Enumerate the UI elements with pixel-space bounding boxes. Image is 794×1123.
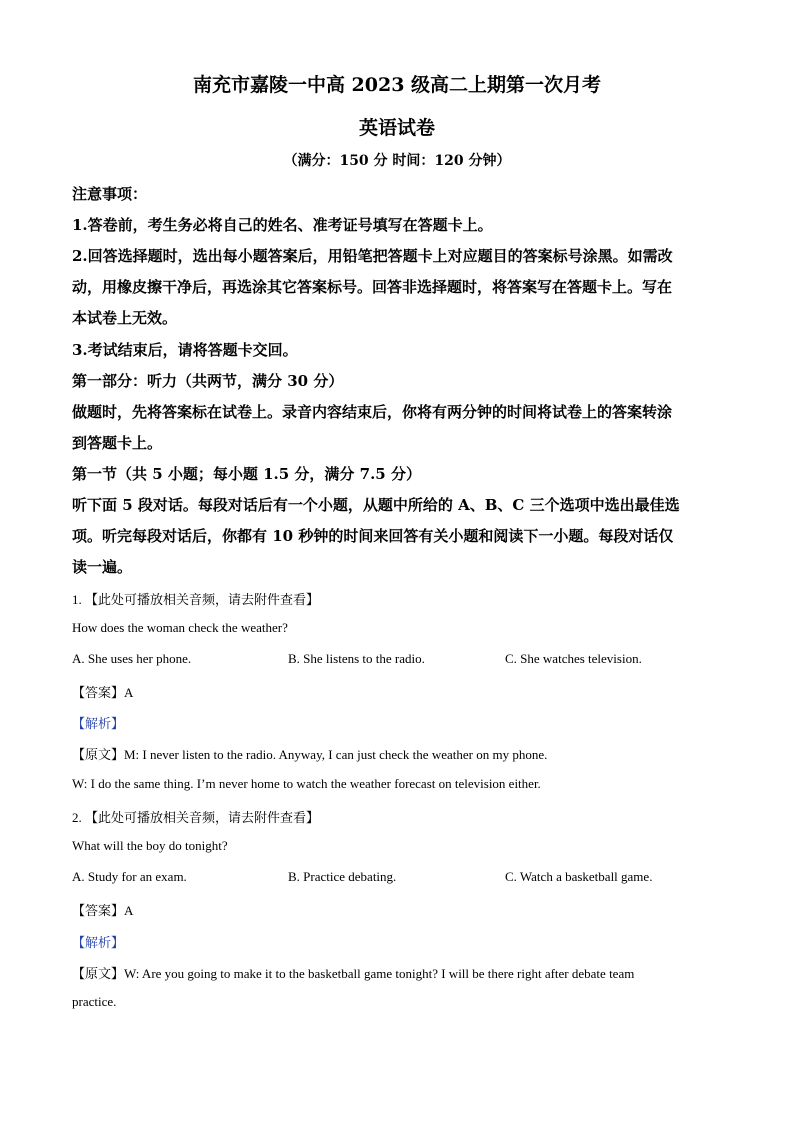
q1-option-c: C. She watches television. xyxy=(505,651,642,666)
part1-intro-line-2: 到答题卡上。 xyxy=(72,434,163,452)
exam-subtitle: 英语试卷 xyxy=(358,117,435,139)
q1-question: How does the woman check the weather? xyxy=(72,620,288,635)
q2-option-c: C. Watch a basketball game. xyxy=(505,869,653,884)
section1-heading: 第一节（共 5 小题；每小题 1.5 分，满分 7.5 分） xyxy=(72,465,421,483)
q1-analysis-label: 【解析】 xyxy=(72,716,125,731)
note-item-1: 1.答卷前，考生务必将自己的姓名、准考证号填写在答题卡上。 xyxy=(72,216,493,234)
q2-option-a: A. Study for an exam. xyxy=(72,869,187,884)
q1-transcript-line-2: W: I do the same thing. I’m never home to watch the weather forecast on television either. xyxy=(72,776,541,791)
note-item-2-line-3: 本试卷上无效。 xyxy=(72,309,178,327)
q1-option-a: A. She uses her phone. xyxy=(72,651,192,666)
q2-transcript-line-1: 【原文】W: Are you going to make it to the basketball game tonight? I will be there right after debate team xyxy=(72,966,635,981)
exam-title: 南充市嘉陵一中高 2023 级高二上期第一次月考 xyxy=(192,74,602,96)
q1-transcript-line-1: 【原文】M: I never listen to the radio. Anyway, I can just check the weather on my phone. xyxy=(72,747,548,762)
q2-transcript-line-2: practice. xyxy=(72,994,117,1009)
q2-audio-link[interactable]: 2. 【此处可播放相关音频，请去附件查看】 xyxy=(72,810,320,825)
q1-answer: 【答案】A xyxy=(72,685,134,700)
q2-analysis-label: 【解析】 xyxy=(72,935,125,950)
q2-answer: 【答案】A xyxy=(72,903,134,918)
score-time: （满分：150 分 时间：120 分钟） xyxy=(283,153,511,169)
q2-option-b: B. Practice debating. xyxy=(288,869,397,884)
section1-instructions-line-2: 项。听完每段对话后，你都有 10 秒钟的时间来回答有关小题和阅读下一小题。每段对话仅 xyxy=(72,527,674,545)
section1-instructions-line-3: 读一遍。 xyxy=(72,558,133,576)
q1-audio-link[interactable]: 1. 【此处可播放相关音频，请去附件查看】 xyxy=(72,592,320,607)
part1-intro-line-1: 做题时，先将答案标在试卷上。录音内容结束后，你将有两分钟的时间将试卷上的答案转涂 xyxy=(72,403,673,421)
q2-question: What will the boy do tonight? xyxy=(72,838,228,853)
note-item-2-line-2: 动，用橡皮擦干净后，再选涂其它答案标号。回答非选择题时，将答案写在答题卡上。写在 xyxy=(72,278,673,296)
note-item-2-line-1: 2.回答选择题时，选出每小题答案后，用铅笔把答题卡上对应题目的答案标号涂黑。如需改 xyxy=(72,247,673,265)
section1-instructions-line-1: 听下面 5 段对话。每段对话后有一个小题，从题中所给的 A、B、C 三个选项中选出最佳选 xyxy=(72,496,680,514)
part1-heading: 第一部分：听力（共两节，满分 30 分） xyxy=(72,372,344,390)
note-item-3: 3.考试结束后，请将答题卡交回。 xyxy=(72,341,298,359)
q1-option-b: B. She listens to the radio. xyxy=(288,651,425,666)
notes-heading: 注意事项： xyxy=(72,185,148,203)
